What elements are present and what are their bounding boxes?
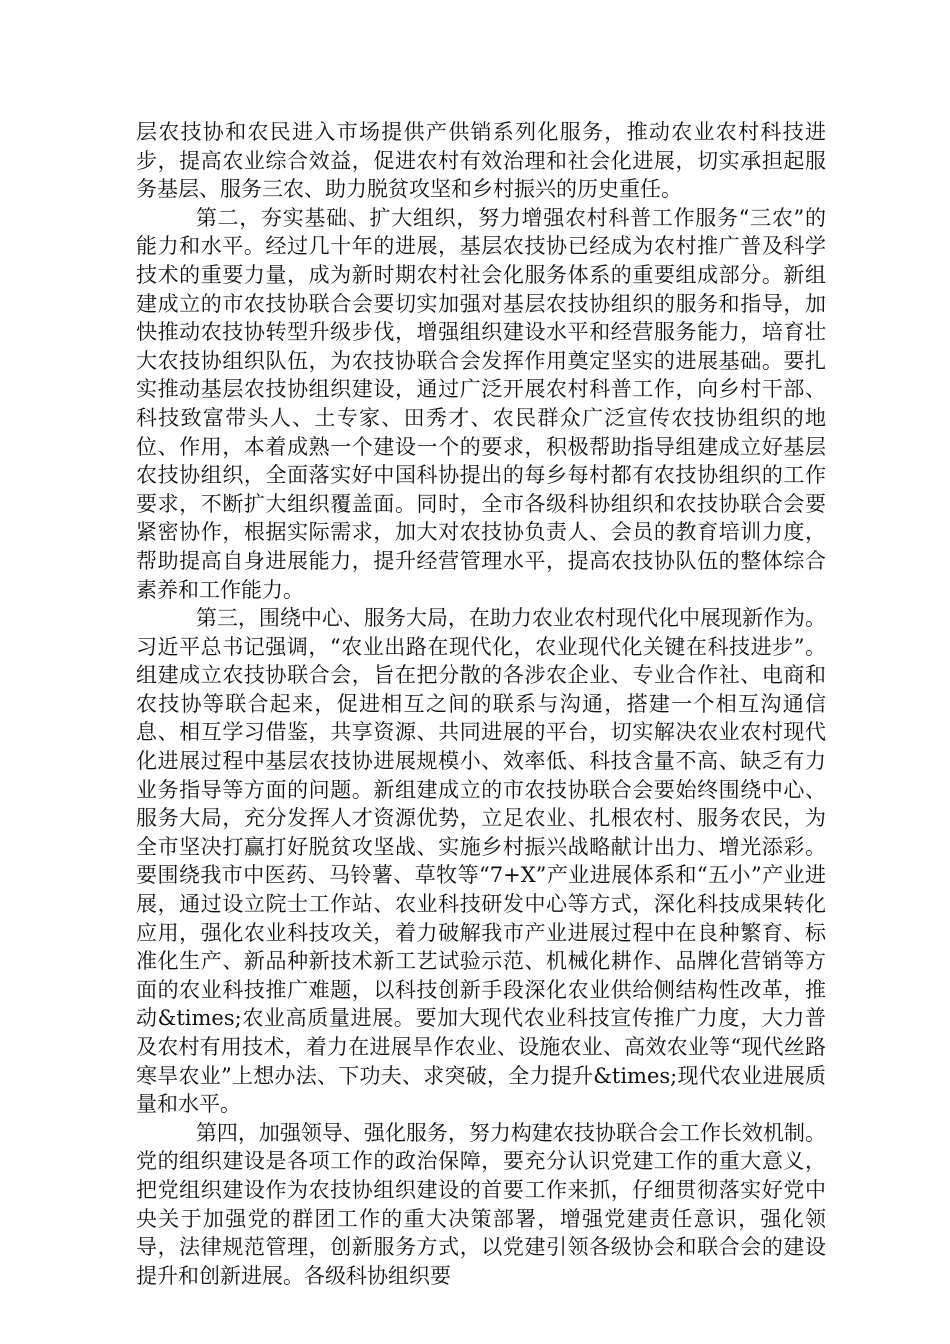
paragraph-third-point: 第三，围绕中心、服务大局，在助力农业农村现代化中展现新作为。习近平总书记强调，“农业出路在现代化，农业现代化关键在科技进步”。组建成立农技协联合会，旨在把分散的各涉农企业、专业合作社、电商和农技协等联合起来，促进相互之间的联系与沟通，搭建一个相互沟通信息、相互学习借鉴，共享资源、共同进展的平台，切实解决农业农村现代化进展过程中基层农技协进展规模小、效率低、科技含量不高、缺乏有力业务指导等方面的问题。新组建成立的市农技协联合会要始终围绕中心、服务大局，充分发挥人才资源优势，立足农业、扎根农村、服务农民，为全市坚决打赢打好脱贫攻坚战、实施乡村振兴战略献计出力、增光添彩。要围绕我市中医药、马铃薯、草牧等“7+X”产业进展体系和“五小”产业进展，通过设立院士工作站、农业科技研发中心等方式，深化科技成果转化应用，强化农业科技攻关，着力破解我市产业进展过程中在良种繁育、标准化生产、新品种新技术新工艺试验示范、机械化耕作、品牌化营销等方面的农业科技推广难题，以科技创新手段深化农业供给侧结构性改革，推动&times;农业高质量进展。要加大现代农业科技宣传推广力度，大力普及农村有用技术，着力在进展旱作农业、设施农业、高效农业等“现代丝路寒旱农业”上想办法、下功夫、求突破，全力提升&times;现代农业进展质量和水平。: [136, 606, 826, 1117]
paragraph-continuation: 层农技协和农民进入市场提供产供销系列化服务，推动农业农村科技进步，提高农业综合效益，促进农村有效治理和社会化进展，切实承担起服务基层、服务三农、助力脱贫攻坚和乡村振兴的历史重任。: [136, 120, 826, 202]
document-body: [136, 118, 826, 1290]
paragraph-second-point: 第二，夯实基础、扩大组织，努力增强农村科普工作服务“三农”的能力和水平。经过几十年的进展，基层农技协已经成为农村推广普及科学技术的重要力量，成为新时期农村社会化服务体系的重要组成部分。新组建成立的市农技协联合会要切实加强对基层农技协组织的服务和指导，加快推动农技协转型升级步伐，增强组织建设水平和经营服务能力，培育壮大农技协组织队伍，为农技协联合会发挥作用奠定坚实的进展基础。要扎实推动基层农技协组织建设，通过广泛开展农村科普工作，向乡村干部、科技致富带头人、土专家、田秀才、农民群众广泛宣传农技协组织的地位、作用，本着成熟一个建设一个的要求，积极帮助指导组建成立好基层农技协组织，全面落实好中国科协提出的每乡每村都有农技协组织的工作要求，不断扩大组织覆盖面。同时，全市各级科协组织和农技协联合会要紧密协作，根据实际需求，加大对农技协负责人、会员的教育培训力度，帮助提高自身进展能力，提升经营管理水平，提高农技协队伍的整体综合素养和工作能力。: [136, 205, 826, 602]
paragraph-fourth-point: 第四，加强领导、强化服务，努力构建农技协联合会工作长效机制。党的组织建设是各项工作的政治保障，要充分认识党建工作的重大意义，把党组织建设作为农技协组织建设的首要工作来抓，仔细贯彻落实好党中央关于加强党的群团工作的重大决策部署，增强党建责任意识，强化领导，法律规范管理，创新服务方式，以党建引领各级协会和联合会的建设提升和创新进展。各级科协组织要: [136, 1120, 826, 1288]
